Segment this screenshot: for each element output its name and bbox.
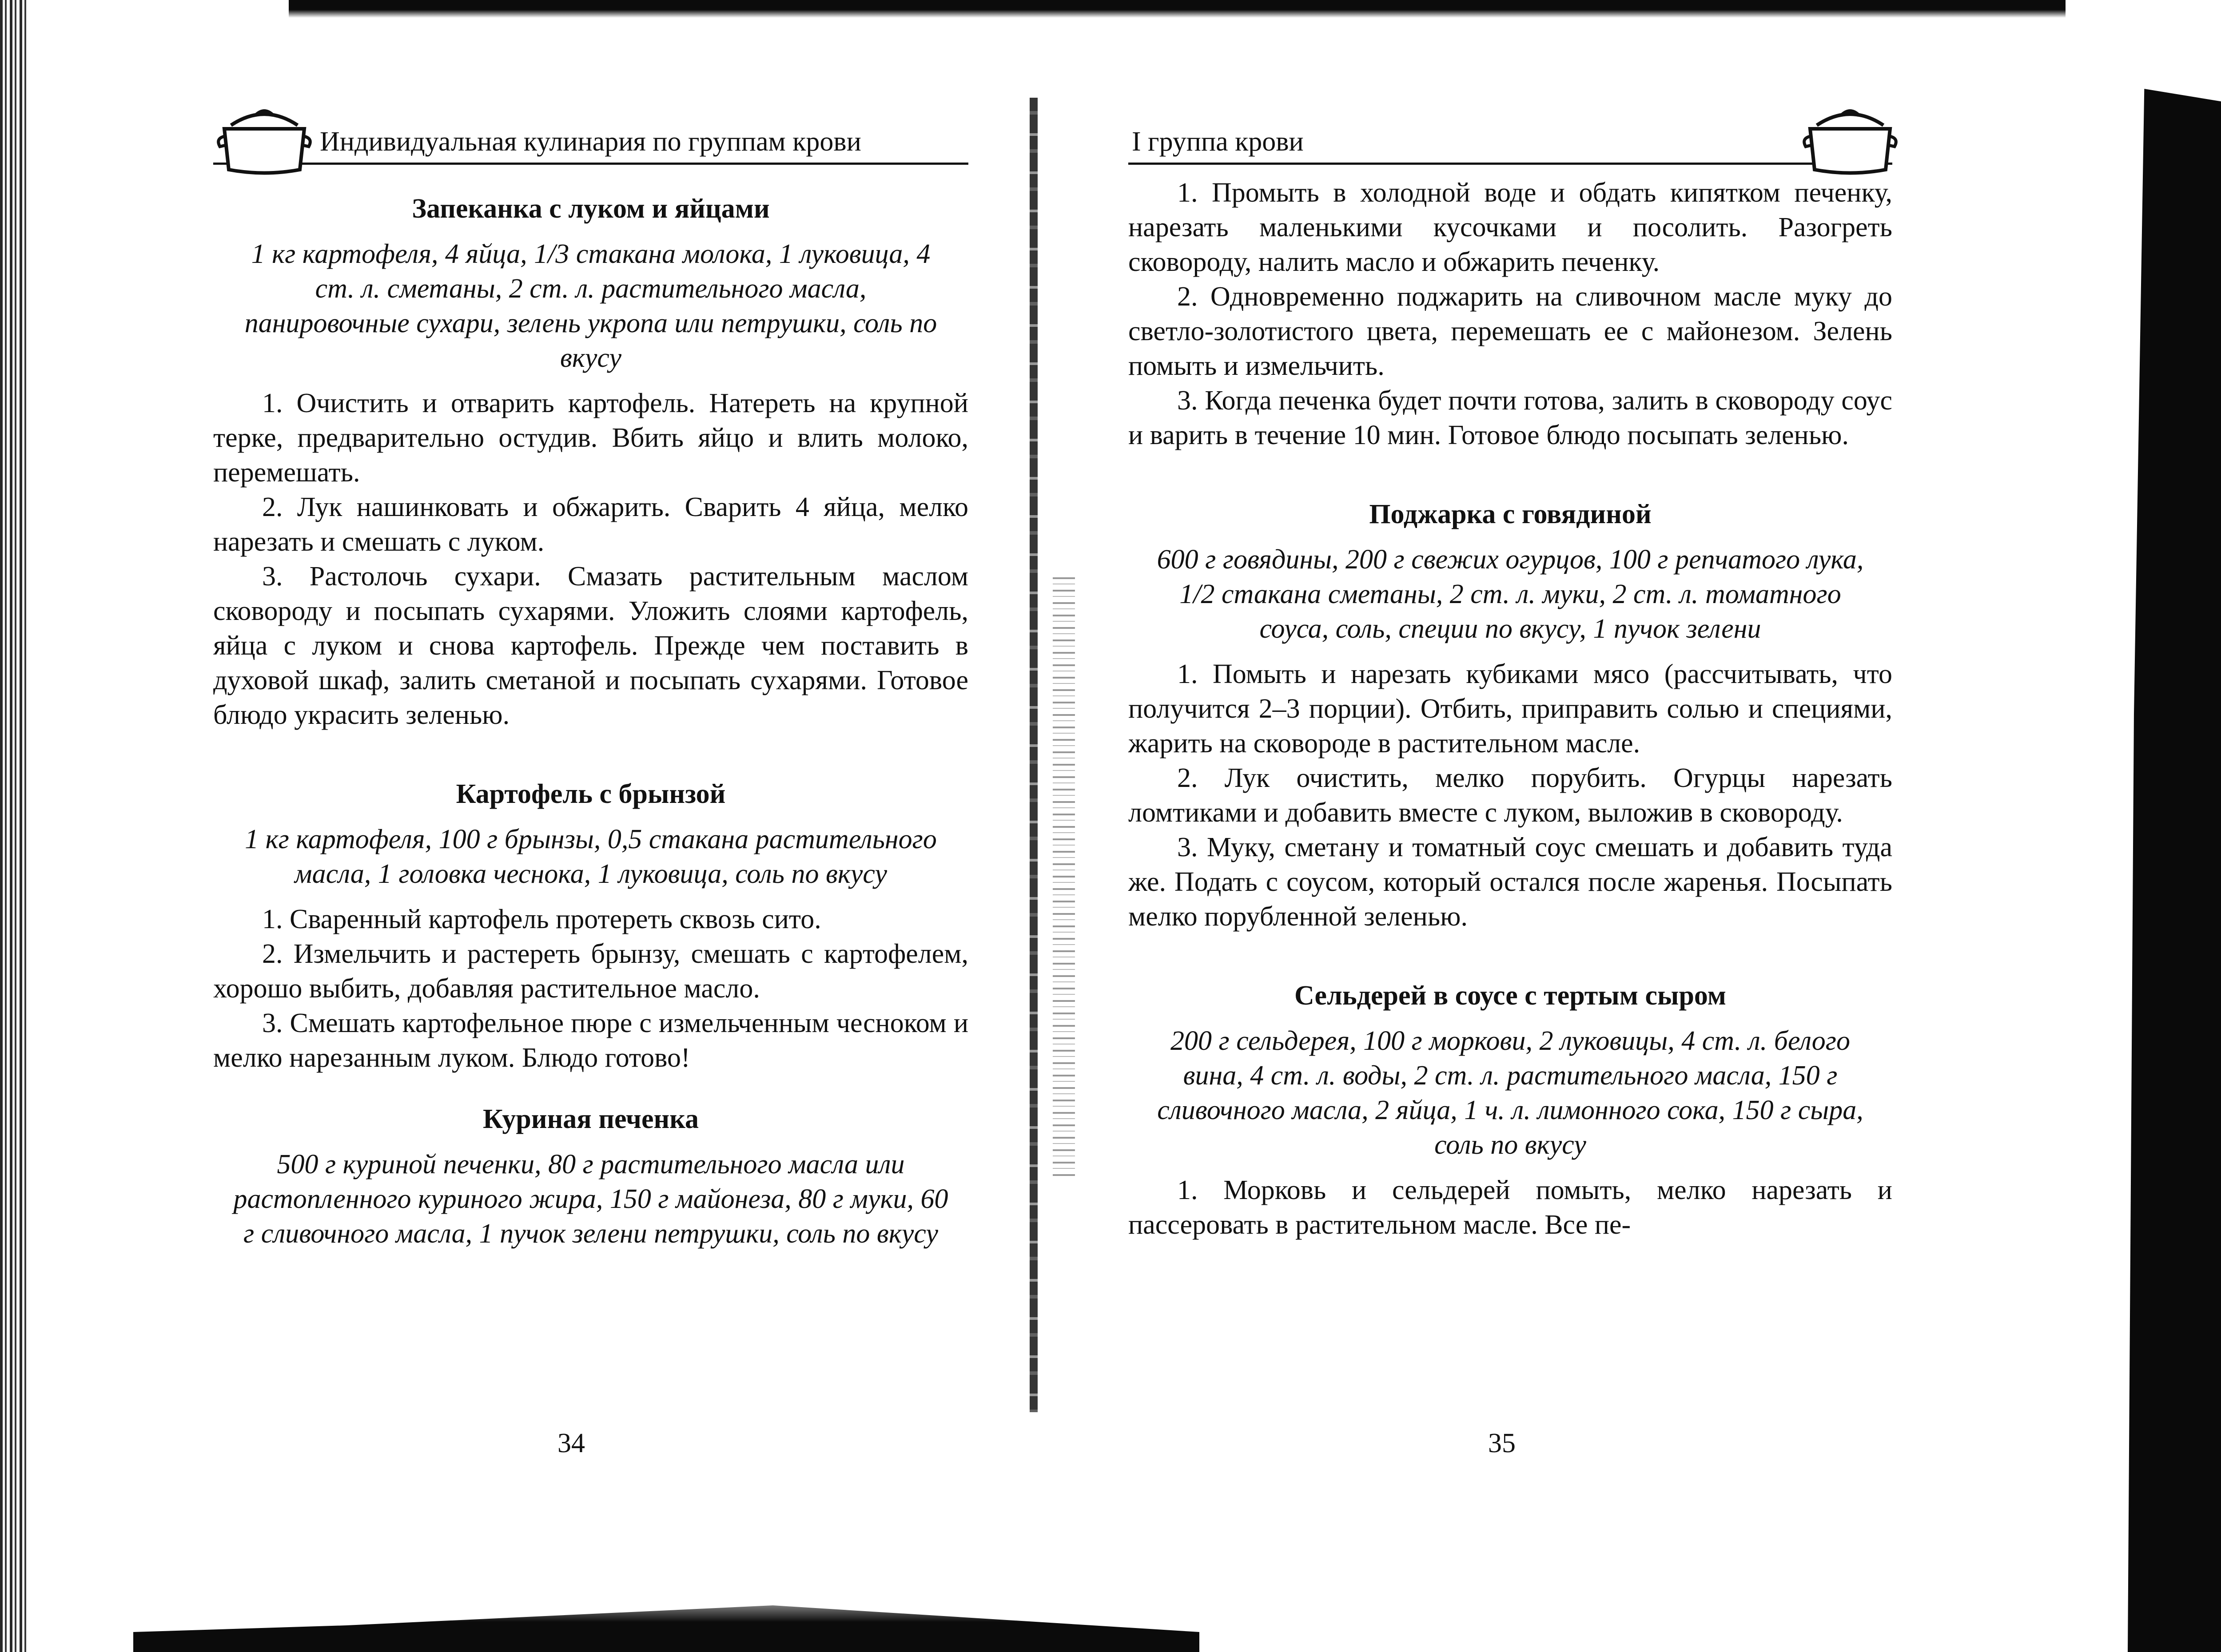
recipe-steps bbox=[1128, 657, 1892, 934]
recipe-step: 2. Измельчить и растереть брынзу, смешать с картофелем, хорошо выбить, добавляя растительное масло. bbox=[213, 939, 968, 1004]
running-head-right bbox=[1128, 98, 1892, 165]
scan-edge-left bbox=[0, 0, 27, 1652]
recipe-step: 3. Муку, сметану и томатный соус смешать и добавить туда же. Подать с соусом, который остался после жаренья. Посыпать мелко порубленной зеленью. bbox=[1128, 832, 1892, 932]
recipe-ingredients: 200 г сельдерея, 100 г моркови, 2 луковицы, 4 ст. л. белого вина, 4 ст. л. воды, 2 ст. л. растительного масла, 150 г сливочного масла, 2 яйца, 1 ч. л. лимонного сока, 150 г сыра, соль по вкусу bbox=[1157, 1026, 1863, 1160]
left-page bbox=[213, 98, 968, 1251]
recipe-step: 1. Очистить и отварить картофель. Натереть на крупной терке, предварительно остудив. Вбить яйцо и влить молоко, перемешать. bbox=[213, 388, 968, 488]
recipe-step: 1. Сваренный картофель протереть сквозь сито. bbox=[262, 904, 821, 934]
recipe-steps bbox=[1128, 175, 1892, 453]
recipe-title: Поджарка с говядиной bbox=[1369, 499, 1652, 529]
right-page-content bbox=[1128, 165, 1892, 1242]
left-page-content bbox=[213, 165, 968, 1251]
cooking-pot-icon bbox=[213, 94, 315, 179]
recipe-title: Куриная печенка bbox=[482, 1104, 699, 1134]
recipe-step: 1. Помыть и нарезать кубиками мясо (рассчитывать, что получится 2–3 порции). Отбить, приправить солью и специями, жарить на сковороде в растительном масле. bbox=[1128, 659, 1892, 758]
scan-edge-top bbox=[289, 0, 2066, 18]
recipe-title: Картофель с брынзой bbox=[456, 779, 726, 809]
cooking-pot-icon bbox=[1799, 94, 1901, 179]
recipe-step: 2. Лук очистить, мелко порубить. Огурцы нарезать ломтиками и добавить вместе с луком, выложив в сковороду. bbox=[1128, 763, 1892, 828]
running-head-text: Индивидуальная кулинария по группам крови bbox=[320, 127, 861, 157]
recipe-step: 2. Одновременно поджарить на сливочном масле муку до светло-золотистого цвета, перемешать ее с майонезом. Зелень помыть и измельчить. bbox=[1128, 282, 1892, 381]
running-head-left bbox=[213, 98, 968, 165]
recipe-step: 3. Когда печенка будет почти готова, залить в сковороду соус и варить в течение 10 мин. Готовое блюдо посыпать зеленью. bbox=[1128, 385, 1892, 450]
recipe-step: 1. Промыть в холодной воде и обдать кипятком печенку, нарезать маленькими кусочками и посолить. Разогреть сковороду, налить масло и обжарить печенку. bbox=[1128, 178, 1892, 277]
scan-edge-bottom bbox=[133, 1585, 1199, 1652]
recipe-steps bbox=[1128, 1173, 1892, 1242]
recipe-title: Запеканка с луком и яйцами bbox=[412, 194, 770, 224]
recipe-ingredients: 600 г говядины, 200 г свежих огурцов, 100 г репчатого лука, 1/2 стакана сметаны, 2 ст. л. муки, 2 ст. л. томатного соуса, соль, специи по вкусу, 1 пучок зелени bbox=[1157, 544, 1864, 644]
page-number-left: 34 bbox=[557, 1428, 585, 1458]
recipe-step: 3. Смешать картофельное пюре с измельченным чесноком и мелко нарезанным луком. Блюдо готово! bbox=[213, 1008, 968, 1073]
gutter-shadow bbox=[1053, 577, 1075, 1177]
running-head-text: I группа крови bbox=[1132, 127, 1304, 157]
page-number-right: 35 bbox=[1488, 1428, 1516, 1458]
recipe-step: 3. Растолочь сухари. Смазать растительным маслом сковороду и посыпать сухарями. Уложить слоями картофель, яйца с луком и снова картофель. Прежде чем поставить в духовой шкаф, залить сметаной и посыпать сухарями. Готовое блюдо украсить зеленью. bbox=[213, 561, 968, 730]
recipe-ingredients: 1 кг картофеля, 100 г брынзы, 0,5 стакана растительного масла, 1 головка чеснока, 1 луковица, соль по вкусу bbox=[245, 824, 937, 889]
recipe-step: 1. Морковь и сельдерей помыть, мелко нарезать и пассеровать в растительном масле. Все пе- bbox=[1128, 1175, 1892, 1240]
scan-edge-right bbox=[2128, 89, 2221, 1652]
right-page bbox=[1128, 98, 1892, 1242]
recipe-ingredients: 1 кг картофеля, 4 яйца, 1/3 стакана молока, 1 луковица, 4 ст. л. сметаны, 2 ст. л. растительного масла, панировочные сухари, зелень укропа или петрушки, соль по вкусу bbox=[244, 239, 937, 373]
recipe-steps bbox=[213, 902, 968, 1075]
book-gutter bbox=[1030, 98, 1038, 1412]
recipe-title: Сельдерей в соусе с тертым сыром bbox=[1294, 981, 1726, 1011]
recipe-ingredients: 500 г куриной печенки, 80 г растительного масла или растопленного куриного жира, 150 г майонеза, 80 г муки, 60 г сливочного масла, 1 пучок зелени петрушки, соль по вкусу bbox=[233, 1149, 948, 1249]
recipe-steps bbox=[213, 386, 968, 732]
recipe-step: 2. Лук нашинковать и обжарить. Сварить 4 яйца, мелко нарезать и смешать с луком. bbox=[213, 492, 968, 557]
